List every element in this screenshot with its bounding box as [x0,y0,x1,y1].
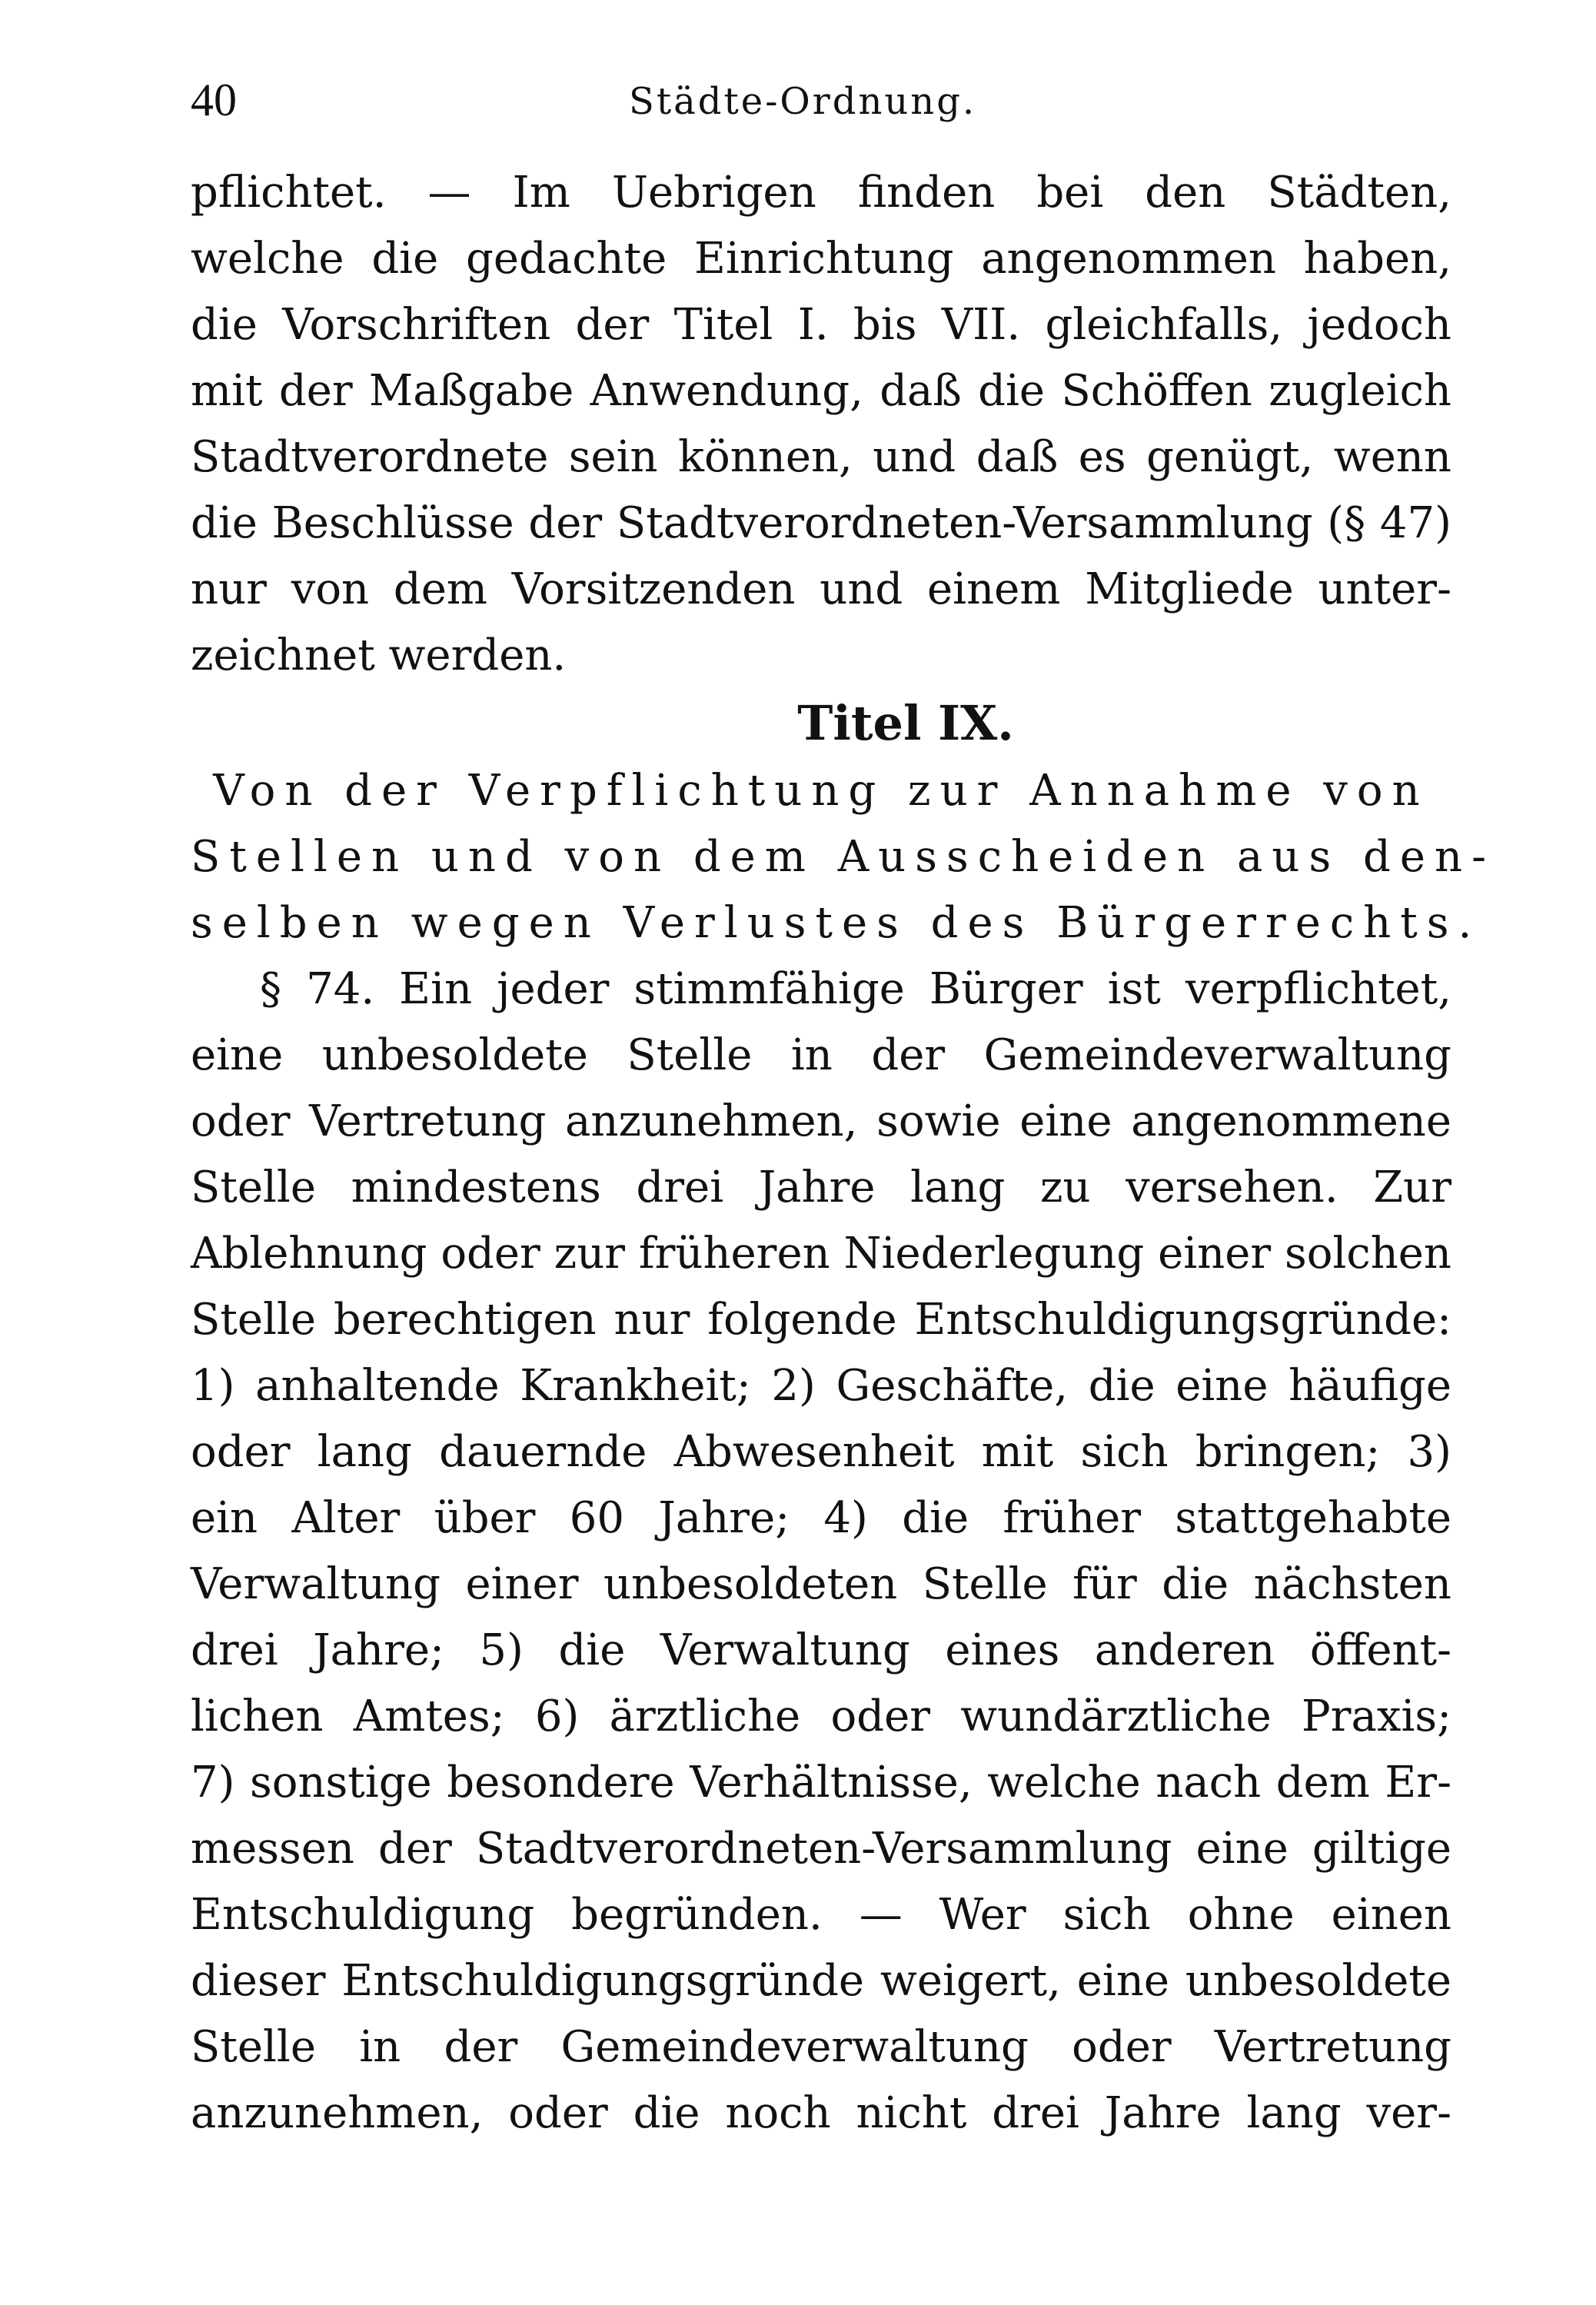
text-line: Stelle in der Gemeindeverwaltung oder Vertretung [191,2022,1451,2072]
text-line: nur von dem Vorsitzenden und einem Mitgliede unter- [191,564,1451,614]
text-line: 1) anhaltende Krankheit; 2) Geschäfte, die eine häufige [191,1361,1451,1411]
text-line: messen der Stadtverordneten-Versammlung eine giltige [191,1824,1451,1874]
section-heading-line: Stellen und von dem Ausscheiden aus den- [191,832,1496,882]
page-header [191,68,1451,160]
text-line: die Beschlüsse der Stadtverordneten-Versammlung (§ 47) [191,498,1451,548]
running-head: Städte-Ordnung. [629,80,977,123]
section-title: Titel IX. [797,695,1014,751]
document-page [191,68,1496,2147]
text-line: zeichnet werden. [191,630,567,680]
text-line: drei Jahre; 5) die Verwaltung eines anderen öffent- [191,1625,1451,1675]
text-line: oder lang dauernde Abwesenheit mit sich bringen; 3) [191,1427,1451,1477]
section-title-block [191,689,1496,956]
text-line: pflichtet. — Im Uebrigen finden bei den Städten, [191,168,1451,218]
text-line: Stelle berechtigen nur folgende Entschuldigungsgründe: [191,1295,1451,1345]
text-line: Stadtverordnete sein können, und daß es genügt, wenn [191,432,1451,482]
page-number: 40 [191,75,237,125]
text-line: welche die gedachte Einrichtung angenommen haben, [191,234,1451,284]
text-line: Entschuldigung begründen. — Wer sich ohne einen [191,1890,1451,1940]
text-line: 7) sonstige besondere Verhältnisse, welche nach dem Er- [191,1758,1451,1808]
text-line: eine unbesoldete Stelle in der Gemeindeverwaltung [191,1030,1451,1080]
text-line: die Vorschriften der Titel I. bis VII. gleichfalls, jedoch [191,300,1451,350]
text-line: dieser Entschuldigungsgründe weigert, eine unbesoldete [191,1956,1451,2006]
text-line: § 74. Ein jeder stimmfähige Bürger ist verpflichtet, [260,964,1451,1014]
text-line: mit der Maßgabe Anwendung, daß die Schöffen zugleich [191,366,1451,416]
text-line: ein Alter über 60 Jahre; 4) die früher stattgehabte [191,1493,1451,1543]
text-line: Stelle mindestens drei Jahre lang zu versehen. Zur [191,1162,1451,1212]
text-line: lichen Amtes; 6) ärztliche oder wundärztliche Praxis; [191,1691,1451,1741]
section-heading-line: selben wegen Verlustes des Bürgerrechts. [191,898,1481,948]
paragraph-section-74 [191,956,1451,2147]
section-heading-line: Von der Verpflichtung zur Annahme von [213,766,1429,816]
text-line: Verwaltung einer unbesoldeten Stelle für die nächsten [191,1559,1451,1609]
text-line: anzunehmen, oder die noch nicht drei Jahre lang ver- [191,2088,1451,2138]
text-line: Ablehnung oder zur früheren Niederlegung einer solchen [191,1229,1451,1279]
text-line: oder Vertretung anzunehmen, sowie eine angenommene [191,1096,1451,1146]
paragraph-continuation [191,160,1451,689]
